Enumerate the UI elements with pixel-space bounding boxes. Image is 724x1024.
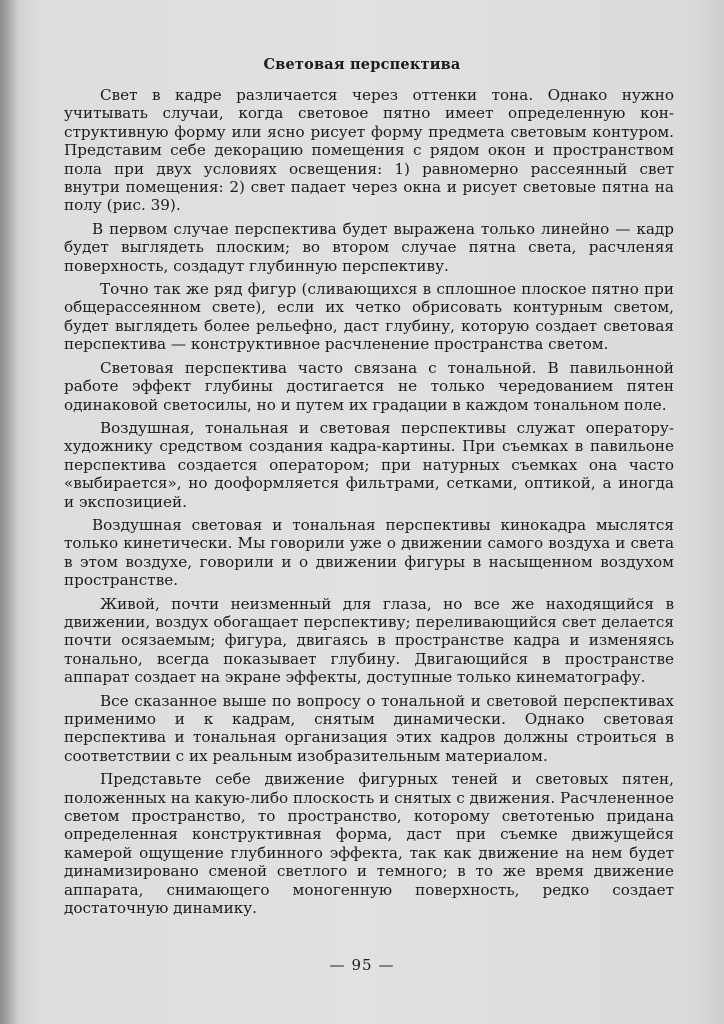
paragraph-4: Световая перспектива часто связана с тональной. В павильонной работе эффект глубины достигается не только чередованием пятен одинаковой светосилы, но и путем их градации в каждом тональном поле. — [64, 358, 674, 414]
paragraph-3: Точно так же ряд фигур (сливающихся в сплошное плоское пятно при общерассеянном свете), если их четко обрисовать контурным светом, будет выглядеть более рельефно, даст глубину, которую создает световая перспектива — конструктивное расчленение пространства светом. — [64, 280, 674, 354]
paragraph-5: Воздушная, тональная и световая перспективы служат оператору-художнику средством создания кадра-картины. При съемках в павильоне перспектива создается оператором; при натурных съемках она часто «выбирается», но дооформляется фильтрами, сетками, оптикой, а иногда и экспозицией. — [64, 418, 674, 511]
page-title: Световая перспектива — [263, 56, 461, 73]
body-text — [64, 86, 674, 922]
page-number: 95 — [351, 956, 373, 974]
footer-dash-right: — — [378, 956, 395, 974]
paragraph-2: В первом случае перспектива будет выражена только линейно — кадр будет выглядеть плоским; во втором случае пятна света, расчленяя поверхность, создадут глубинную перспективу. — [64, 219, 674, 275]
paragraph-7: Живой, почти неизменный для глаза, но все же находящийся в движении, воздух обогащает перспективу; переливающийся свет делается почти осязаемым; фигура, двигаясь в пространстве кадра и изменяясь тонально, всегда показывает глубину. Двигающийся в пространстве аппарат создает на экране эффекты, доступные только кинематографу. — [64, 594, 674, 687]
page-number-footer — [0, 956, 724, 974]
paragraph-8: Все сказанное выше по вопросу о тональной и световой перспективах применимо и к кадрам, снятым динамически. Однако световая перспектива и тональная организация этих кадров должны строиться в соответствии с их реальным изобразительным материалом. — [64, 691, 674, 765]
footer-dash-left: — — [329, 956, 346, 974]
paragraph-9: Представьте себе движение фигурных теней и световых пятен, положенных на какую-либо плоскость и снятых с движения. Расчлененное светом пространство, то пространство, которому светотенью придана определенная конструктивная форма, даст при съемке движущейся камерой ощущение глубинного эффекта, так как движение на нем будет динамизировано сменой светлого и темного; в то же время движение аппарата, снимающего моногенную поверхность, редко создает достаточную динамику. — [64, 770, 674, 918]
paragraph-6: Воздушная световая и тональная перспективы кинокадра мыслятся только кинетически. Мы говорили уже о движении самого воздуха и света в этом воздухе, говорили и о движении фигуры в насыщенном воздухом пространстве. — [64, 515, 674, 590]
paragraph-1: Свет в кадре различается через оттенки тона. Однако нужно учитывать случаи, когда световое пятно имеет определенную конструктивную форму или ясно рисует форму предмета световым контуром. Представим себе декорацию помещения с рядом окон и пространством пола при двух условиях освещения: 1) равномерно рассеянный свет внутри помещения: 2) свет падает через окна и рисует световые пятна на полу (рис. 39). — [64, 86, 674, 215]
spine-shadow — [0, 0, 18, 1024]
